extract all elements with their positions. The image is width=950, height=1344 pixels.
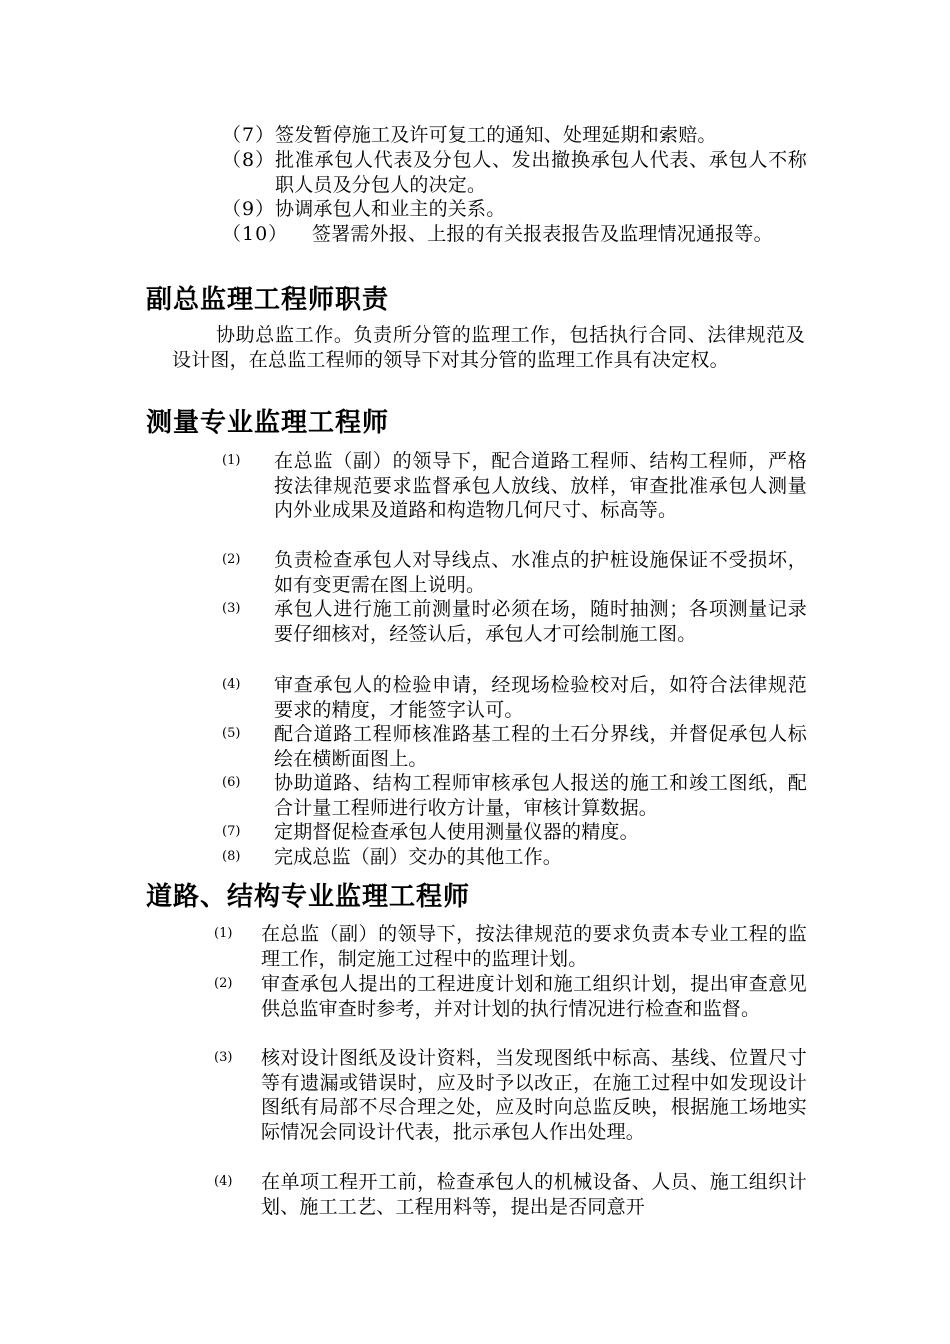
item-text: 批准承包人代表及分包人、发出撤换承包人代表、承包人不称职人员及分包人的决定。 [275,149,807,196]
item-text: 定期督促检查承包人使用测量仪器的精度。 [274,821,639,843]
item-number: （10） [222,223,289,245]
item-number: (2) [214,976,233,991]
list-item [222,548,807,597]
item-text: 在单项工程开工前，检查承包人的机械设备、人员、施工组织计划、施工工艺、工程用料等，提出是否同意开 [261,1171,807,1218]
list-item [214,1046,807,1169]
list-item [222,148,807,197]
item-number: (4) [222,677,241,692]
item-number: （9） [222,198,276,220]
item-number: （7） [222,124,276,146]
section-paragraph: 协助总监工作。负责所分管的监理工作，包括执行合同、法律规范及设计图，在总监工程师的领导下对其分管的监理工作具有决定权。 [172,324,805,371]
item-number: (6) [222,775,241,790]
item-text: 完成总监（副）交办的其他工作。 [274,846,563,868]
item-text: 负责检查承包人对导线点、水准点的护桩设施保证不受损坏，如有变更需在图上说明。 [274,549,807,596]
list-item [222,845,807,870]
list-item [222,771,807,820]
item-text: 协调承包人和业主的关系。 [275,198,506,220]
item-number: (7) [222,824,241,839]
item-text: 在总监（副）的领导下，配合道路工程师、结构工程师，严格按法律规范要求监督承包人放线、放样，审查批准承包人测量内外业成果及道路和构造物几何尺寸、标高等。 [274,450,807,521]
item-text: 在总监（副）的领导下，按法律规范的要求负责本专业工程的监理工作，制定施工过程中的监理计划。 [261,923,807,970]
list-item [222,449,807,547]
list-item [222,673,807,722]
item-text: 签署需外报、上报的有关报表报告及监理情况通报等。 [312,223,773,245]
section-heading: 测量专业监理工程师 [146,408,390,438]
item-text: 签发暂停施工及许可复工的通知、处理延期和索赔。 [275,124,717,146]
item-text: 审查承包人提出的工程进度计划和施工组织计划，提出审查意见供总监审查时参考，并对计划的执行情况进行检查和监督。 [261,973,807,1020]
item-number: (1) [222,453,241,468]
item-number: (8) [222,849,241,864]
item-text: 配合道路工程师核准路基工程的土石分界线，并督促承包人标绘在横断面图上。 [274,723,807,770]
item-text: 审查承包人的检验申请，经现场检验校对后，如符合法律规范要求的精度，才能签字认可。 [274,674,807,721]
section-heading: 道路、结构专业监理工程师 [146,882,471,912]
list-item [214,1170,807,1219]
list-item [222,197,807,222]
list-item [222,222,807,271]
list-item [214,972,807,1046]
section-heading: 副总监理工程师职责 [146,285,390,315]
item-number: （8） [222,149,276,171]
item-text: 核对设计图纸及设计资料，当发现图纸中标高、基线、位置尺寸等有遗漏或错误时，应及时予以改正，在施工过程中如发现设计图纸有局部不尽合理之处，应及时向总监反映，根据施工场地实际情况会同设计代表，批示承包人作出处理。 [261,1047,807,1143]
list-item [222,722,807,771]
item-text: 承包人进行施工前测量时必须在场，随时抽测；各项测量记录要仔细核对，经签认后，承包人才可绘制施工图。 [274,598,807,645]
item-number: (5) [222,726,241,741]
list-item [222,123,807,148]
item-number: (3) [214,1050,233,1065]
item-number: (2) [222,552,241,567]
list-item [222,597,807,671]
item-number: (1) [214,926,233,941]
item-number: (4) [214,1174,233,1189]
item-text: 协助道路、结构工程师审核承包人报送的施工和竣工图纸，配合计量工程师进行收方计量，审核计算数据。 [274,772,807,819]
item-number: (3) [222,601,241,616]
list-item [214,922,807,971]
list-item [222,820,807,845]
